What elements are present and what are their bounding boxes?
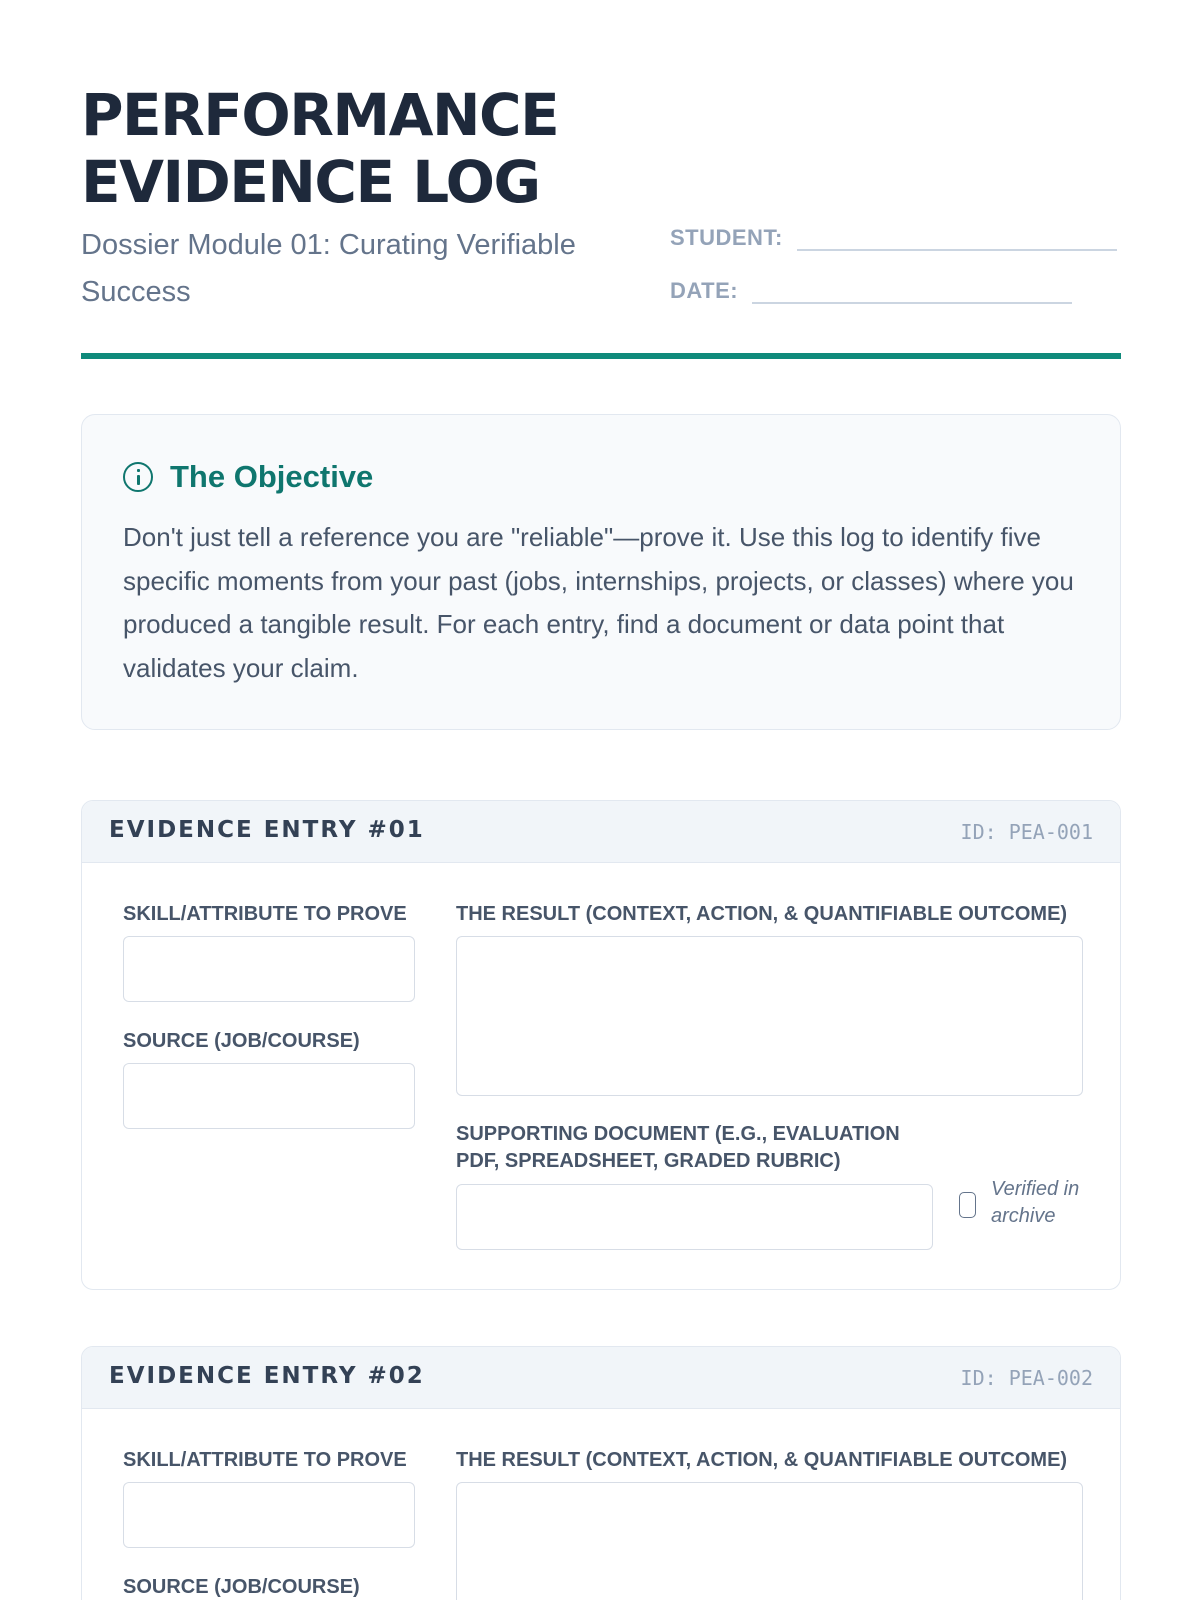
entry-id: ID: PEA-001 xyxy=(960,820,1093,844)
entry-header xyxy=(82,801,1120,863)
date-label: DATE: xyxy=(670,278,739,303)
verified-label: Verified in archive xyxy=(991,1178,1080,1227)
entry-title: EVIDENCE ENTRY #01 xyxy=(109,817,425,843)
header-divider xyxy=(81,353,1121,359)
page-title xyxy=(81,82,558,216)
result-label: THE RESULT (CONTEXT, ACTION, & QUANTIFIABLE OUTCOME) xyxy=(456,903,1068,925)
source-label: SOURCE (JOB/COURSE) xyxy=(123,1030,360,1052)
document-page xyxy=(81,0,1121,1598)
objective-text: Don't just tell a reference you are "reliable"—prove it. Use this log to identify five specific moments from your past (jobs, internships, projects, or classes) where you produced a tangible result. For each entry, find a document or data point that validates your claim. xyxy=(123,522,1074,683)
objective-heading xyxy=(123,459,373,495)
verified-checkbox[interactable] xyxy=(959,1192,976,1218)
date-field xyxy=(670,278,1072,304)
result-textarea[interactable] xyxy=(456,1482,1083,1600)
source-label: SOURCE (JOB/COURSE) xyxy=(123,1576,360,1598)
evidence-entry xyxy=(81,800,1121,1290)
student-input-line[interactable] xyxy=(797,227,1117,251)
entry-header xyxy=(82,1347,1120,1409)
document-label: SUPPORTING DOCUMENT (E.G., EVALUATION PDF, SPREADSHEET, GRADED RUBRIC) xyxy=(456,1123,900,1172)
source-input[interactable] xyxy=(123,1063,415,1129)
objective-panel xyxy=(81,414,1121,730)
student-field xyxy=(670,225,1117,251)
evidence-entry xyxy=(81,1346,1121,1600)
skill-input[interactable] xyxy=(123,936,415,1002)
page-header xyxy=(81,0,1121,362)
result-label: THE RESULT (CONTEXT, ACTION, & QUANTIFIABLE OUTCOME) xyxy=(456,1449,1068,1471)
skill-input[interactable] xyxy=(123,1482,415,1548)
student-label: STUDENT: xyxy=(670,225,783,250)
skill-label: SKILL/ATTRIBUTE TO PROVE xyxy=(123,1449,407,1471)
info-icon xyxy=(123,462,153,492)
title-line-1: PERFORMANCE xyxy=(81,81,559,149)
entry-title: EVIDENCE ENTRY #02 xyxy=(109,1363,425,1389)
entry-id: ID: PEA-002 xyxy=(960,1366,1093,1390)
skill-label: SKILL/ATTRIBUTE TO PROVE xyxy=(123,903,407,925)
page-subtitle: Dossier Module 01: Curating Verifiable Success xyxy=(81,229,576,308)
document-input[interactable] xyxy=(456,1184,933,1250)
result-textarea[interactable] xyxy=(456,936,1083,1096)
objective-title: The Objective xyxy=(170,459,374,494)
title-line-2: EVIDENCE LOG xyxy=(81,148,540,216)
date-input-line[interactable] xyxy=(752,280,1072,304)
